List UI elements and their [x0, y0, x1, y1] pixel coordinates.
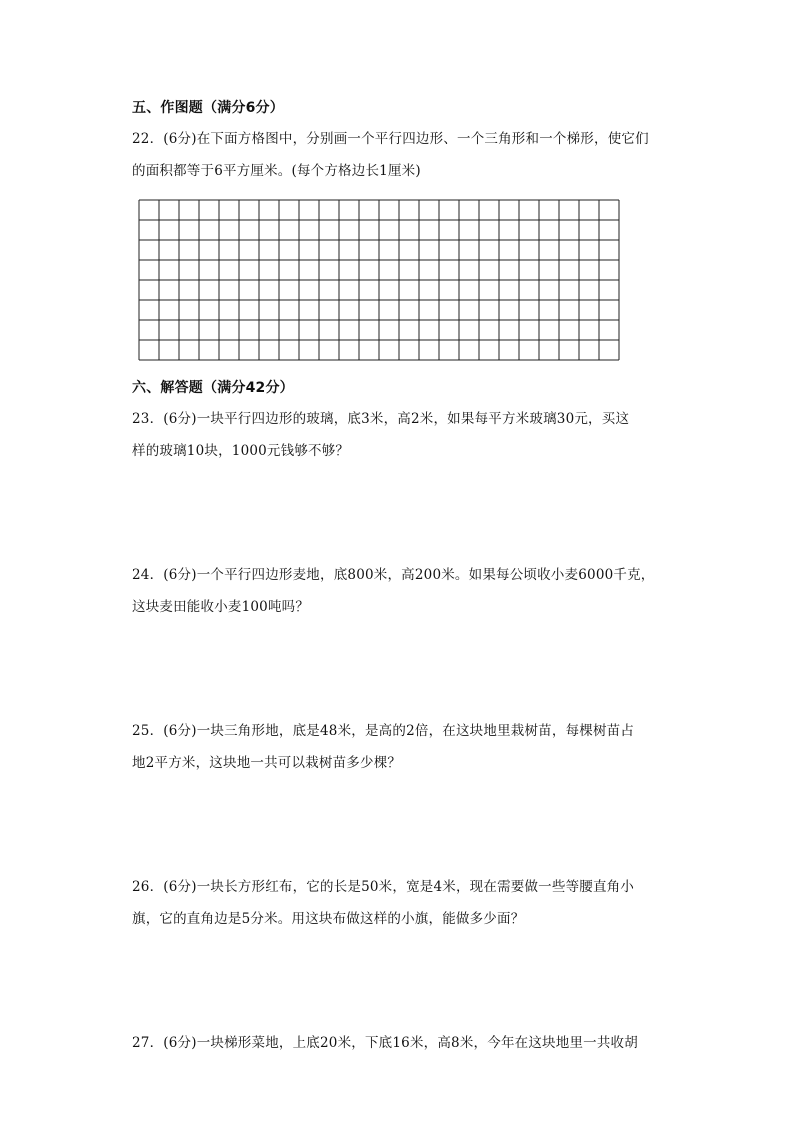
question-26-line-1: 26．(6分)一块长方形红布，它的长是50米，宽是4米，现在需要做一些等腰直角小 [132, 879, 635, 895]
question-22-line-1: 22．(6分)在下面方格图中，分别画一个平行四边形、一个三角形和一个梯形，使它们 [132, 131, 649, 147]
question-26-line-2: 旗，它的直角边是5分米。用这块布做这样的小旗，能做多少面？ [132, 911, 525, 927]
question-23-line-1: 23．(6分)一块平行四边形的玻璃，底3米，高2米，如果每平方米玻璃30元，买这 [132, 411, 630, 427]
question-25-line-2: 地2平方米，这块地一共可以栽树苗多少棵？ [132, 755, 402, 771]
question-23-line-2: 样的玻璃10块，1000元钱够不够？ [132, 443, 350, 459]
question-24-line-2: 这块麦田能收小麦100吨吗？ [132, 599, 310, 615]
question-24-line-1: 24．(6分)一个平行四边形麦地，底800米，高200米。如果每公顷收小麦6000千克， [132, 567, 655, 583]
section-six-heading: 六、解答题（满分42分） [132, 380, 294, 396]
question-22-line-2: 的面积都等于6平方厘米。(每个方格边长1厘米) [132, 163, 421, 179]
section-five-heading: 五、作图题（满分6分） [132, 100, 284, 116]
drawing-grid[interactable] [138, 199, 624, 361]
question-27-line-1: 27．(6分)一块梯形菜地，上底20米，下底16米，高8米，今年在这块地里一共收胡 [132, 1035, 638, 1051]
question-25-line-1: 25．(6分)一块三角形地，底是48米，是高的2倍，在这块地里栽树苗，每棵树苗占 [132, 723, 635, 739]
